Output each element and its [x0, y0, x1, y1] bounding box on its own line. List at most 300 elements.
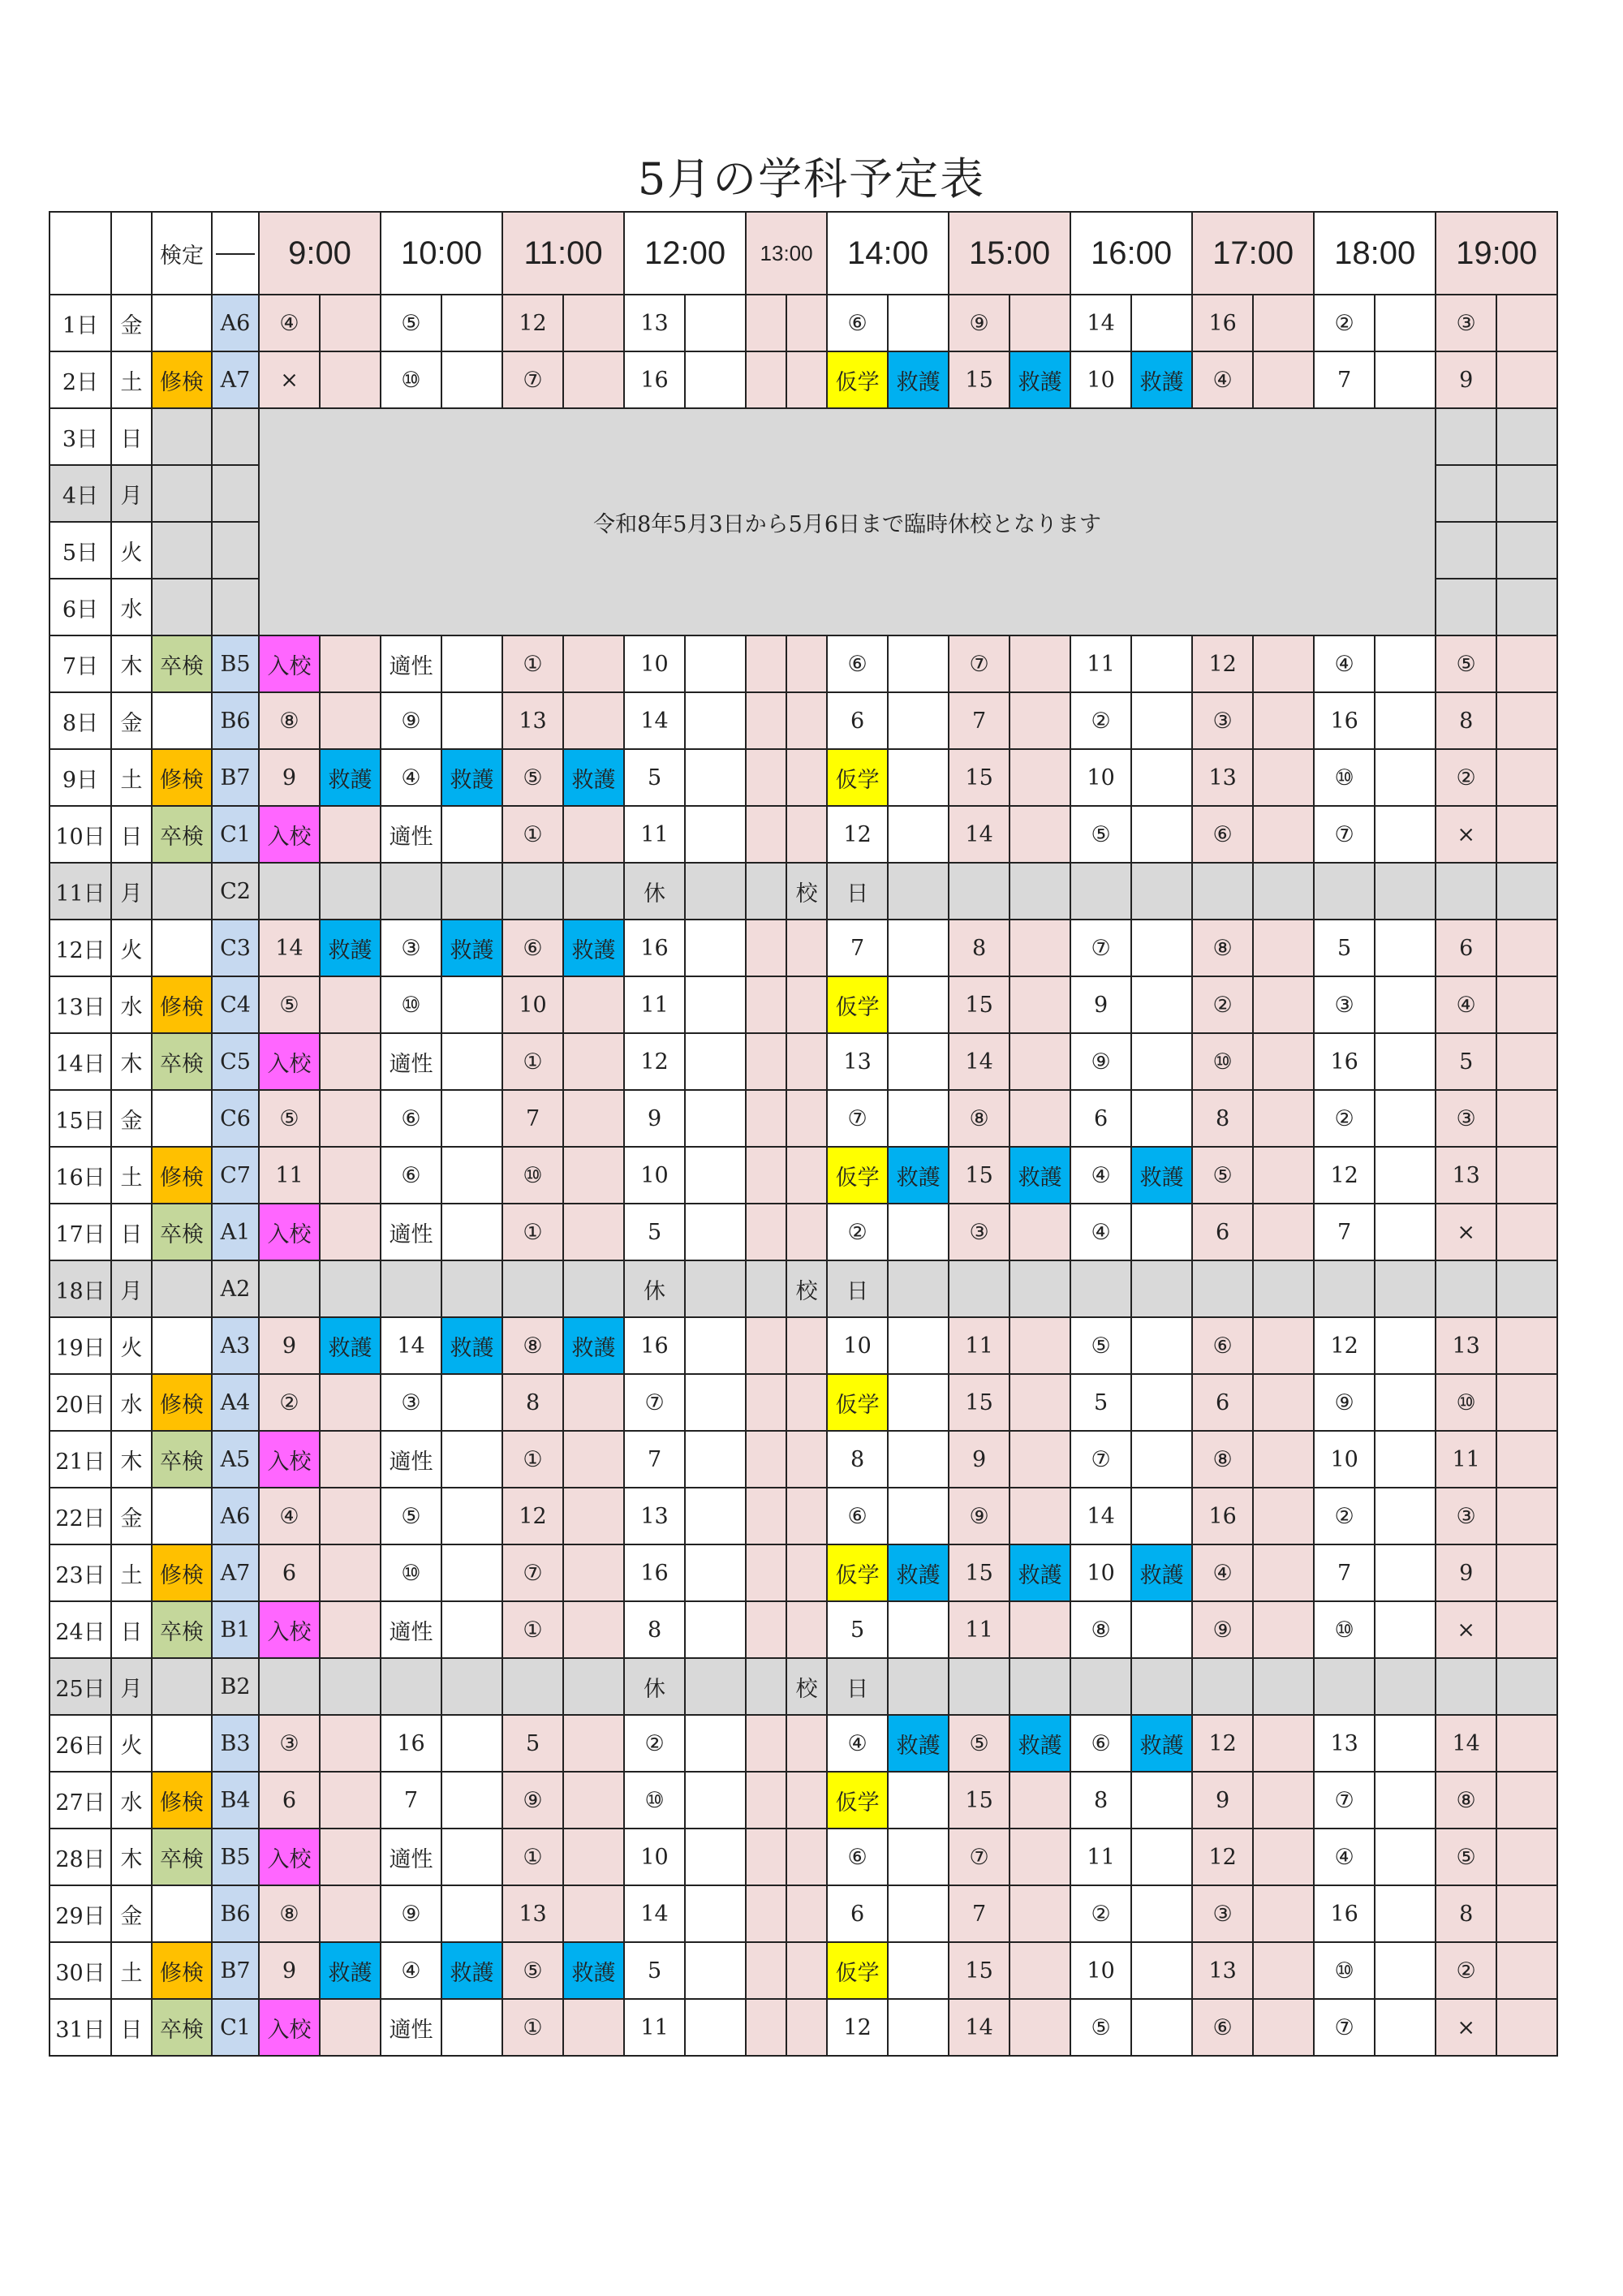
date-cell: 18日 [50, 1260, 111, 1317]
slot-cell [1253, 1772, 1314, 1829]
weekday-cell: 日 [111, 1999, 152, 2056]
slot-cell [320, 1260, 381, 1317]
date-cell: 21日 [50, 1431, 111, 1488]
weekday-cell: 月 [111, 465, 152, 522]
date-cell: 7日 [50, 635, 111, 692]
slot-cell: 救護 [888, 1715, 949, 1772]
course-code-cell: C7 [212, 1147, 259, 1204]
slot-cell [1131, 1885, 1192, 1942]
course-code-cell: B1 [212, 1601, 259, 1658]
slot-cell [888, 1829, 949, 1885]
slot-cell [888, 1488, 949, 1544]
slot-cell: 6 [1436, 920, 1496, 976]
date-cell: 25日 [50, 1658, 111, 1715]
slot-cell: 12 [1192, 635, 1253, 692]
exam-cell [152, 465, 212, 522]
day-row [50, 1999, 1557, 2056]
exam-cell: 修検 [152, 976, 212, 1033]
slot-cell [685, 635, 746, 692]
slot-cell: 8 [827, 1431, 888, 1488]
slot-cell: 13 [1314, 1715, 1375, 1772]
day-row [50, 1942, 1557, 1999]
slot-cell: ③ [949, 1204, 1010, 1260]
time-header-1900: 19:00 [1436, 212, 1557, 295]
slot-cell [1010, 1999, 1070, 2056]
slot-cell: 救護 [441, 1317, 502, 1374]
slot-cell [320, 635, 381, 692]
day-row [50, 1658, 1557, 1715]
slot-cell: 仮学 [827, 1942, 888, 1999]
slot-cell: 16 [1314, 692, 1375, 749]
slot-cell [685, 1147, 746, 1204]
slot-cell: 救護 [888, 1147, 949, 1204]
slot-cell: 救護 [563, 920, 624, 976]
slot-cell [746, 863, 786, 920]
exam-cell [152, 522, 212, 579]
slot-cell: ⑧ [949, 1090, 1010, 1147]
slot-cell [786, 976, 827, 1033]
day-row [50, 692, 1557, 749]
slot-cell [320, 1147, 381, 1204]
slot-cell [786, 1033, 827, 1090]
slot-cell: 9 [1436, 1544, 1496, 1601]
slot-cell: 10 [1070, 351, 1131, 408]
slot-cell: 14 [1070, 295, 1131, 351]
slot-cell: ⑧ [259, 1885, 320, 1942]
slot-cell: 12 [827, 1999, 888, 2056]
schedule-table [49, 211, 1558, 2057]
exam-cell: 修検 [152, 351, 212, 408]
slot-cell [563, 1374, 624, 1431]
slot-cell [441, 1601, 502, 1658]
exam-cell [152, 1317, 212, 1374]
slot-cell [1010, 692, 1070, 749]
slot-cell [949, 1658, 1010, 1715]
slot-cell [1253, 1147, 1314, 1204]
slot-cell [1131, 863, 1192, 920]
date-cell: 27日 [50, 1772, 111, 1829]
slot-cell: 救護 [320, 1942, 381, 1999]
slot-cell: ② [1314, 295, 1375, 351]
slot-cell [1496, 522, 1557, 579]
slot-cell: 9 [949, 1431, 1010, 1488]
date-cell: 26日 [50, 1715, 111, 1772]
exam-cell [152, 1090, 212, 1147]
weekday-cell: 金 [111, 692, 152, 749]
slot-cell [888, 295, 949, 351]
day-row [50, 976, 1557, 1033]
holiday-label-bi: 日 [827, 1260, 888, 1317]
slot-cell: 9 [259, 749, 320, 806]
weekday-cell: 日 [111, 1601, 152, 1658]
slot-cell: ③ [259, 1715, 320, 1772]
slot-cell [746, 1885, 786, 1942]
slot-cell: ② [624, 1715, 685, 1772]
slot-cell: ⑨ [1314, 1374, 1375, 1431]
exam-cell: 卒検 [152, 1033, 212, 1090]
slot-cell: 7 [1314, 1544, 1375, 1601]
slot-cell [1010, 976, 1070, 1033]
time-header-1600: 16:00 [1070, 212, 1192, 295]
date-cell: 30日 [50, 1942, 111, 1999]
slot-cell [685, 1544, 746, 1601]
slot-cell [1253, 1999, 1314, 2056]
slot-cell [1496, 1090, 1557, 1147]
date-cell: 4日 [50, 465, 111, 522]
slot-cell [441, 1715, 502, 1772]
slot-cell [320, 1885, 381, 1942]
slot-cell: ② [1436, 749, 1496, 806]
course-code-cell: B5 [212, 635, 259, 692]
slot-cell: ⑤ [381, 295, 441, 351]
slot-cell: ⑦ [1314, 1772, 1375, 1829]
course-code-cell: B5 [212, 1829, 259, 1885]
slot-cell [320, 806, 381, 863]
slot-cell: 救護 [441, 749, 502, 806]
slot-cell: 6 [1070, 1090, 1131, 1147]
time-header-1100: 11:00 [502, 212, 624, 295]
slot-cell [746, 1260, 786, 1317]
slot-cell [1375, 1942, 1436, 1999]
slot-cell [441, 1829, 502, 1885]
time-header-1400: 14:00 [827, 212, 949, 295]
slot-cell: ⑦ [949, 1829, 1010, 1885]
holiday-label-bi: 日 [827, 1658, 888, 1715]
date-cell: 17日 [50, 1204, 111, 1260]
slot-cell: ⑤ [1070, 1317, 1131, 1374]
slot-cell [563, 1090, 624, 1147]
slot-cell: 7 [1314, 351, 1375, 408]
slot-cell [1496, 1999, 1557, 2056]
slot-cell [320, 295, 381, 351]
slot-cell: ⑤ [502, 1942, 563, 1999]
slot-cell [1375, 1374, 1436, 1431]
slot-cell: ⑤ [259, 1090, 320, 1147]
slot-cell [563, 1772, 624, 1829]
slot-cell [1496, 1829, 1557, 1885]
slot-cell: ④ [1314, 1829, 1375, 1885]
slot-cell [746, 1715, 786, 1772]
slot-cell: ⑨ [502, 1772, 563, 1829]
date-cell: 9日 [50, 749, 111, 806]
slot-cell: 8 [1436, 692, 1496, 749]
slot-cell [320, 1601, 381, 1658]
slot-cell: ① [502, 1033, 563, 1090]
slot-cell [320, 1829, 381, 1885]
slot-cell [1131, 692, 1192, 749]
page-title: 5月の学科予定表 [637, 153, 986, 205]
slot-cell [746, 1204, 786, 1260]
slot-cell: ② [1314, 1090, 1375, 1147]
slot-cell: 救護 [1131, 1544, 1192, 1601]
exam-cell [152, 863, 212, 920]
slot-cell: ⑧ [502, 1317, 563, 1374]
slot-cell [685, 1204, 746, 1260]
slot-cell: 救護 [441, 1942, 502, 1999]
slot-cell [502, 1260, 563, 1317]
slot-cell [888, 976, 949, 1033]
slot-cell [1070, 1658, 1131, 1715]
slot-cell [888, 635, 949, 692]
slot-cell [1131, 749, 1192, 806]
slot-cell: ⑦ [1070, 1431, 1131, 1488]
course-code-cell [212, 408, 259, 465]
slot-cell [1375, 351, 1436, 408]
course-code-cell: C6 [212, 1090, 259, 1147]
slot-cell: 13 [624, 1488, 685, 1544]
slot-cell [563, 1033, 624, 1090]
course-code-cell: C4 [212, 976, 259, 1033]
slot-cell [1253, 635, 1314, 692]
slot-cell [441, 1147, 502, 1204]
slot-cell [1010, 1204, 1070, 1260]
slot-cell: ① [502, 635, 563, 692]
slot-cell: 13 [624, 295, 685, 351]
slot-cell [786, 295, 827, 351]
slot-cell: ⑨ [949, 295, 1010, 351]
slot-cell: 入校 [259, 1829, 320, 1885]
slot-cell [888, 1601, 949, 1658]
slot-cell: 12 [1192, 1829, 1253, 1885]
slot-cell [1253, 692, 1314, 749]
slot-cell [746, 806, 786, 863]
slot-cell [685, 1090, 746, 1147]
slot-cell [381, 863, 441, 920]
slot-cell [320, 1431, 381, 1488]
slot-cell: 5 [1314, 920, 1375, 976]
weekday-cell: 金 [111, 1090, 152, 1147]
slot-cell [563, 351, 624, 408]
slot-cell [1131, 1999, 1192, 2056]
slot-cell: ⑧ [259, 692, 320, 749]
exam-cell: 卒検 [152, 635, 212, 692]
weekday-cell: 金 [111, 1488, 152, 1544]
slot-cell: 12 [502, 295, 563, 351]
slot-cell: 16 [624, 920, 685, 976]
slot-cell [1375, 1317, 1436, 1374]
slot-cell: 5 [624, 749, 685, 806]
course-code-cell: A4 [212, 1374, 259, 1431]
slot-cell [1375, 1658, 1436, 1715]
slot-cell [1070, 1260, 1131, 1317]
slot-cell: ⑨ [381, 692, 441, 749]
slot-cell [888, 920, 949, 976]
slot-cell: 10 [624, 1829, 685, 1885]
slot-cell: ⑥ [502, 920, 563, 976]
slot-cell [1496, 920, 1557, 976]
slot-cell [888, 1431, 949, 1488]
course-code-cell [212, 522, 259, 579]
slot-cell: ⑥ [381, 1090, 441, 1147]
slot-cell: ③ [1314, 976, 1375, 1033]
slot-cell: ① [502, 1601, 563, 1658]
slot-cell: ⑩ [381, 1544, 441, 1601]
slot-cell: ⑦ [624, 1374, 685, 1431]
slot-cell [441, 1431, 502, 1488]
slot-cell [1253, 1033, 1314, 1090]
slot-cell [320, 1374, 381, 1431]
slot-cell [1496, 1885, 1557, 1942]
slot-cell: 15 [949, 1544, 1010, 1601]
day-row [50, 1829, 1557, 1885]
slot-cell [320, 1999, 381, 2056]
slot-cell: 15 [949, 749, 1010, 806]
weekday-cell: 土 [111, 1942, 152, 1999]
slot-cell: 11 [1070, 1829, 1131, 1885]
day-row [50, 408, 1557, 465]
day-row [50, 749, 1557, 806]
slot-cell: ⑨ [1070, 1033, 1131, 1090]
slot-cell [746, 1601, 786, 1658]
exam-cell: 卒検 [152, 1431, 212, 1488]
slot-cell: ⑧ [1436, 1772, 1496, 1829]
slot-cell: ⑨ [949, 1488, 1010, 1544]
kentei-header: 検定 [152, 212, 212, 295]
exam-cell: 卒検 [152, 1829, 212, 1885]
slot-cell: 10 [502, 976, 563, 1033]
slot-cell [441, 863, 502, 920]
slot-cell: 仮学 [827, 1544, 888, 1601]
slot-cell [685, 806, 746, 863]
slot-cell [1010, 1942, 1070, 1999]
slot-cell [786, 1488, 827, 1544]
slot-cell: 入校 [259, 1033, 320, 1090]
slot-cell: 6 [827, 692, 888, 749]
weekday-cell: 土 [111, 1147, 152, 1204]
slot-cell: 6 [827, 1885, 888, 1942]
slot-cell [888, 692, 949, 749]
slot-cell: 5 [624, 1942, 685, 1999]
slot-cell: 救護 [441, 920, 502, 976]
slot-cell: 11 [624, 806, 685, 863]
slot-cell: 8 [1436, 1885, 1496, 1942]
slot-cell [1253, 806, 1314, 863]
slot-cell [320, 692, 381, 749]
slot-cell: 9 [624, 1090, 685, 1147]
slot-cell [1253, 1260, 1314, 1317]
slot-cell: ⑦ [1314, 1999, 1375, 2056]
slot-cell [786, 1431, 827, 1488]
slot-cell [320, 1090, 381, 1147]
date-cell: 10日 [50, 806, 111, 863]
exam-cell [152, 692, 212, 749]
course-code-cell: B3 [212, 1715, 259, 1772]
slot-cell [563, 1829, 624, 1885]
slot-cell: ① [502, 1999, 563, 2056]
slot-cell: × [1436, 1999, 1496, 2056]
day-row [50, 920, 1557, 976]
slot-cell: 7 [949, 1885, 1010, 1942]
slot-cell [685, 1829, 746, 1885]
course-code-cell: C2 [212, 863, 259, 920]
slot-cell [1436, 408, 1496, 465]
time-header-1000: 10:00 [381, 212, 502, 295]
slot-cell: 6 [259, 1772, 320, 1829]
slot-cell [1375, 920, 1436, 976]
slot-cell [1010, 1090, 1070, 1147]
slot-cell [786, 1942, 827, 1999]
slot-cell: 6 [1192, 1204, 1253, 1260]
slot-cell: 7 [381, 1772, 441, 1829]
slot-cell: ⑥ [1192, 1317, 1253, 1374]
slot-cell: 11 [1436, 1431, 1496, 1488]
slot-cell [888, 749, 949, 806]
slot-cell: 16 [624, 1317, 685, 1374]
slot-cell [1253, 863, 1314, 920]
slot-cell [746, 1147, 786, 1204]
slot-cell: × [1436, 806, 1496, 863]
slot-cell: 入校 [259, 806, 320, 863]
exam-cell [152, 295, 212, 351]
holiday-label-ko: 校 [786, 1260, 827, 1317]
slot-cell: ⑩ [1314, 749, 1375, 806]
slot-cell: ⑦ [1070, 920, 1131, 976]
slot-cell: 16 [1314, 1885, 1375, 1942]
slot-cell [563, 1885, 624, 1942]
slot-cell [949, 1260, 1010, 1317]
slot-cell [563, 863, 624, 920]
slot-cell [1375, 1033, 1436, 1090]
date-cell: 14日 [50, 1033, 111, 1090]
course-code-cell: C3 [212, 920, 259, 976]
slot-cell: 10 [1070, 1544, 1131, 1601]
weekday-cell: 日 [111, 408, 152, 465]
slot-cell: 9 [1070, 976, 1131, 1033]
slot-cell: 救護 [1010, 351, 1070, 408]
slot-cell [563, 295, 624, 351]
date-cell: 16日 [50, 1147, 111, 1204]
slot-cell: 8 [1070, 1772, 1131, 1829]
slot-cell [1131, 1772, 1192, 1829]
slot-cell [786, 1999, 827, 2056]
slot-cell [1496, 1544, 1557, 1601]
slot-cell: 救護 [1131, 351, 1192, 408]
weekday-cell: 水 [111, 976, 152, 1033]
slot-cell [1375, 635, 1436, 692]
date-cell: 2日 [50, 351, 111, 408]
exam-cell [152, 920, 212, 976]
slot-cell [1496, 1317, 1557, 1374]
holiday-label-bi: 日 [827, 863, 888, 920]
day-row [50, 1090, 1557, 1147]
exam-cell [152, 1488, 212, 1544]
slot-cell: ① [502, 1204, 563, 1260]
slot-cell: 13 [502, 1885, 563, 1942]
slot-cell [949, 863, 1010, 920]
slot-cell: 11 [624, 976, 685, 1033]
time-header-1500: 15:00 [949, 212, 1070, 295]
slot-cell [888, 863, 949, 920]
date-cell: 28日 [50, 1829, 111, 1885]
slot-cell [746, 1942, 786, 1999]
slot-cell [1253, 1317, 1314, 1374]
weekday-cell: 木 [111, 1829, 152, 1885]
code-header [212, 212, 259, 295]
slot-cell: 救護 [563, 749, 624, 806]
slot-cell [1375, 1772, 1436, 1829]
slot-cell [1131, 1431, 1192, 1488]
slot-cell: ⑦ [1314, 806, 1375, 863]
date-cell: 31日 [50, 1999, 111, 2056]
slot-cell: 15 [949, 1374, 1010, 1431]
slot-cell: ④ [259, 295, 320, 351]
slot-cell [685, 1488, 746, 1544]
slot-cell [1253, 1431, 1314, 1488]
slot-cell: 7 [624, 1431, 685, 1488]
slot-cell [1253, 1488, 1314, 1544]
slot-cell: 12 [827, 806, 888, 863]
time-header-0900: 9:00 [259, 212, 381, 295]
